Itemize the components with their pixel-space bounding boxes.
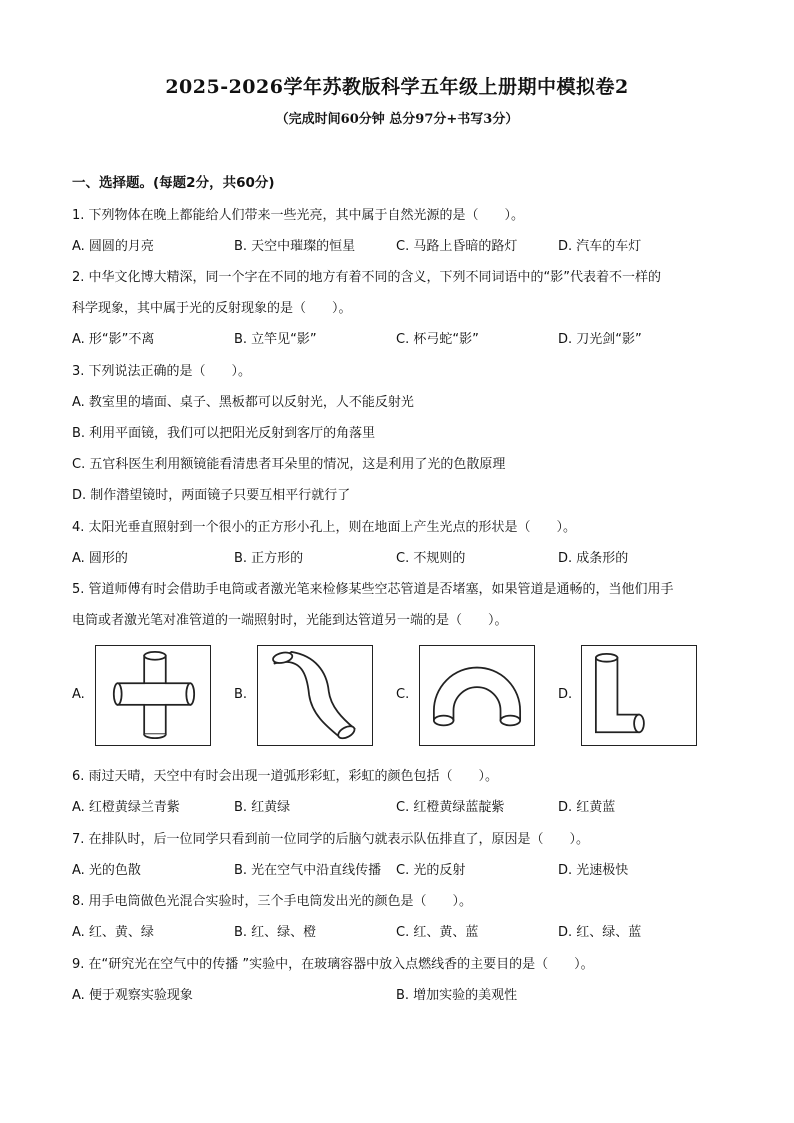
- q8-option-d[interactable]: D. 红、绿、蓝: [558, 925, 642, 940]
- q7-option-c[interactable]: C. 光的反射: [396, 863, 466, 878]
- q8-option-a[interactable]: A. 红、黄、绿: [72, 925, 154, 940]
- q5-figure-a-cross-pipe[interactable]: [95, 645, 211, 746]
- q3-option-b[interactable]: B. 利用平面镜，我们可以把阳光反射到客厅的角落里: [72, 426, 376, 441]
- question-7-stem: 7. 在排队时，后一位同学只看到前一位同学的后脑勺就表示队伍排直了，原因是（ ）。: [72, 832, 590, 847]
- q4-option-c[interactable]: C. 不规则的: [396, 551, 466, 566]
- s-curve-pipe-icon: [258, 646, 372, 745]
- question-2-stem-line2: 科学现象，其中属于光的反射现象的是（ ）。: [72, 301, 352, 316]
- question-9-stem: 9. 在“研究光在空气中的传播 ”实验中，在玻璃容器中放入点燃线香的主要目的是（ ）。: [72, 957, 594, 972]
- page-title: 2025-2026学年苏教版科学五年级上册期中模拟卷2: [165, 76, 629, 98]
- q5-label-b[interactable]: B.: [234, 687, 248, 702]
- q3-option-a[interactable]: A. 教室里的墙面、桌子、黑板都可以反射光，人不能反射光: [72, 395, 414, 410]
- q6-option-c[interactable]: C. 红橙黄绿蓝靛紫: [396, 800, 505, 815]
- q8-option-b[interactable]: B. 红、绿、橙: [234, 925, 317, 940]
- q6-option-a[interactable]: A. 红橙黄绿兰青紫: [72, 800, 180, 815]
- question-6-stem: 6. 雨过天晴，天空中有时会出现一道弧形彩虹，彩虹的颜色包括（ ）。: [72, 769, 499, 784]
- q2-option-a[interactable]: A. 形“影”不离: [72, 332, 155, 347]
- q5-figure-b-s-pipe[interactable]: [257, 645, 373, 746]
- q1-option-b[interactable]: B. 天空中璀璨的恒星: [234, 239, 356, 254]
- q3-option-c[interactable]: C. 五官科医生利用额镜能看清患者耳朵里的情况，这是利用了光的色散原理: [72, 457, 506, 472]
- question-3-stem: 3. 下列说法正确的是（ ）。: [72, 364, 252, 379]
- q5-label-d[interactable]: D.: [558, 687, 573, 702]
- q1-option-d[interactable]: D. 汽车的车灯: [558, 239, 642, 254]
- question-5-stem-line1: 5. 管道师傅有时会借助手电筒或者激光笔来检修某些空芯管道是否堵塞，如果管道是通畅的，当他们用手: [72, 582, 674, 597]
- q9-option-a[interactable]: A. 便于观察实验现象: [72, 988, 193, 1003]
- q5-figure-d-l-pipe[interactable]: [581, 645, 697, 746]
- question-5-stem-line2: 电筒或者激光笔对准管道的一端照射时，光能到达管道另一端的是（ ）。: [72, 613, 508, 628]
- question-8-stem: 8. 用手电筒做色光混合实验时，三个手电筒发出光的颜色是（ ）。: [72, 894, 473, 909]
- cross-pipe-icon: [96, 646, 210, 745]
- q7-option-d[interactable]: D. 光速极快: [558, 863, 629, 878]
- page-subtitle: （完成时间60分钟 总分97分+书写3分）: [275, 112, 519, 127]
- section-heading: 一、选择题。(每题2分，共60分): [72, 175, 275, 191]
- q4-option-a[interactable]: A. 圆形的: [72, 551, 128, 566]
- q5-label-c[interactable]: C.: [396, 687, 410, 702]
- q8-option-c[interactable]: C. 红、黄、蓝: [396, 925, 479, 940]
- q7-option-a[interactable]: A. 光的色散: [72, 863, 141, 878]
- q5-figure-c-arch-pipe[interactable]: [419, 645, 535, 746]
- question-2-stem-line1: 2. 中华文化博大精深，同一个字在不同的地方有着不同的含义，下列不同词语中的“影”代表着不一样的: [72, 270, 662, 285]
- q2-option-d[interactable]: D. 刀光剑“影”: [558, 332, 642, 347]
- q4-option-b[interactable]: B. 正方形的: [234, 551, 304, 566]
- q3-option-d[interactable]: D. 制作潜望镜时，两面镜子只要互相平行就行了: [72, 488, 351, 503]
- q5-label-a[interactable]: A.: [72, 687, 85, 702]
- question-4-stem: 4. 太阳光垂直照射到一个很小的正方形小孔上，则在地面上产生光点的形状是（ ）。: [72, 520, 577, 535]
- q6-option-b[interactable]: B. 红黄绿: [234, 800, 291, 815]
- q7-option-b[interactable]: B. 光在空气中沿直线传播: [234, 863, 382, 878]
- q2-option-b[interactable]: B. 立竿见“影”: [234, 332, 317, 347]
- l-shaped-pipe-icon: [582, 646, 696, 745]
- q1-option-c[interactable]: C. 马路上昏暗的路灯: [396, 239, 518, 254]
- q9-option-b[interactable]: B. 增加实验的美观性: [396, 988, 518, 1003]
- question-1-stem: 1. 下列物体在晚上都能给人们带来一些光亮，其中属于自然光源的是（ ）。: [72, 208, 525, 223]
- q2-option-c[interactable]: C. 杯弓蛇“影”: [396, 332, 479, 347]
- q4-option-d[interactable]: D. 成条形的: [558, 551, 629, 566]
- q6-option-d[interactable]: D. 红黄蓝: [558, 800, 616, 815]
- arch-pipe-icon: [420, 646, 534, 745]
- q1-option-a[interactable]: A. 圆圆的月亮: [72, 239, 154, 254]
